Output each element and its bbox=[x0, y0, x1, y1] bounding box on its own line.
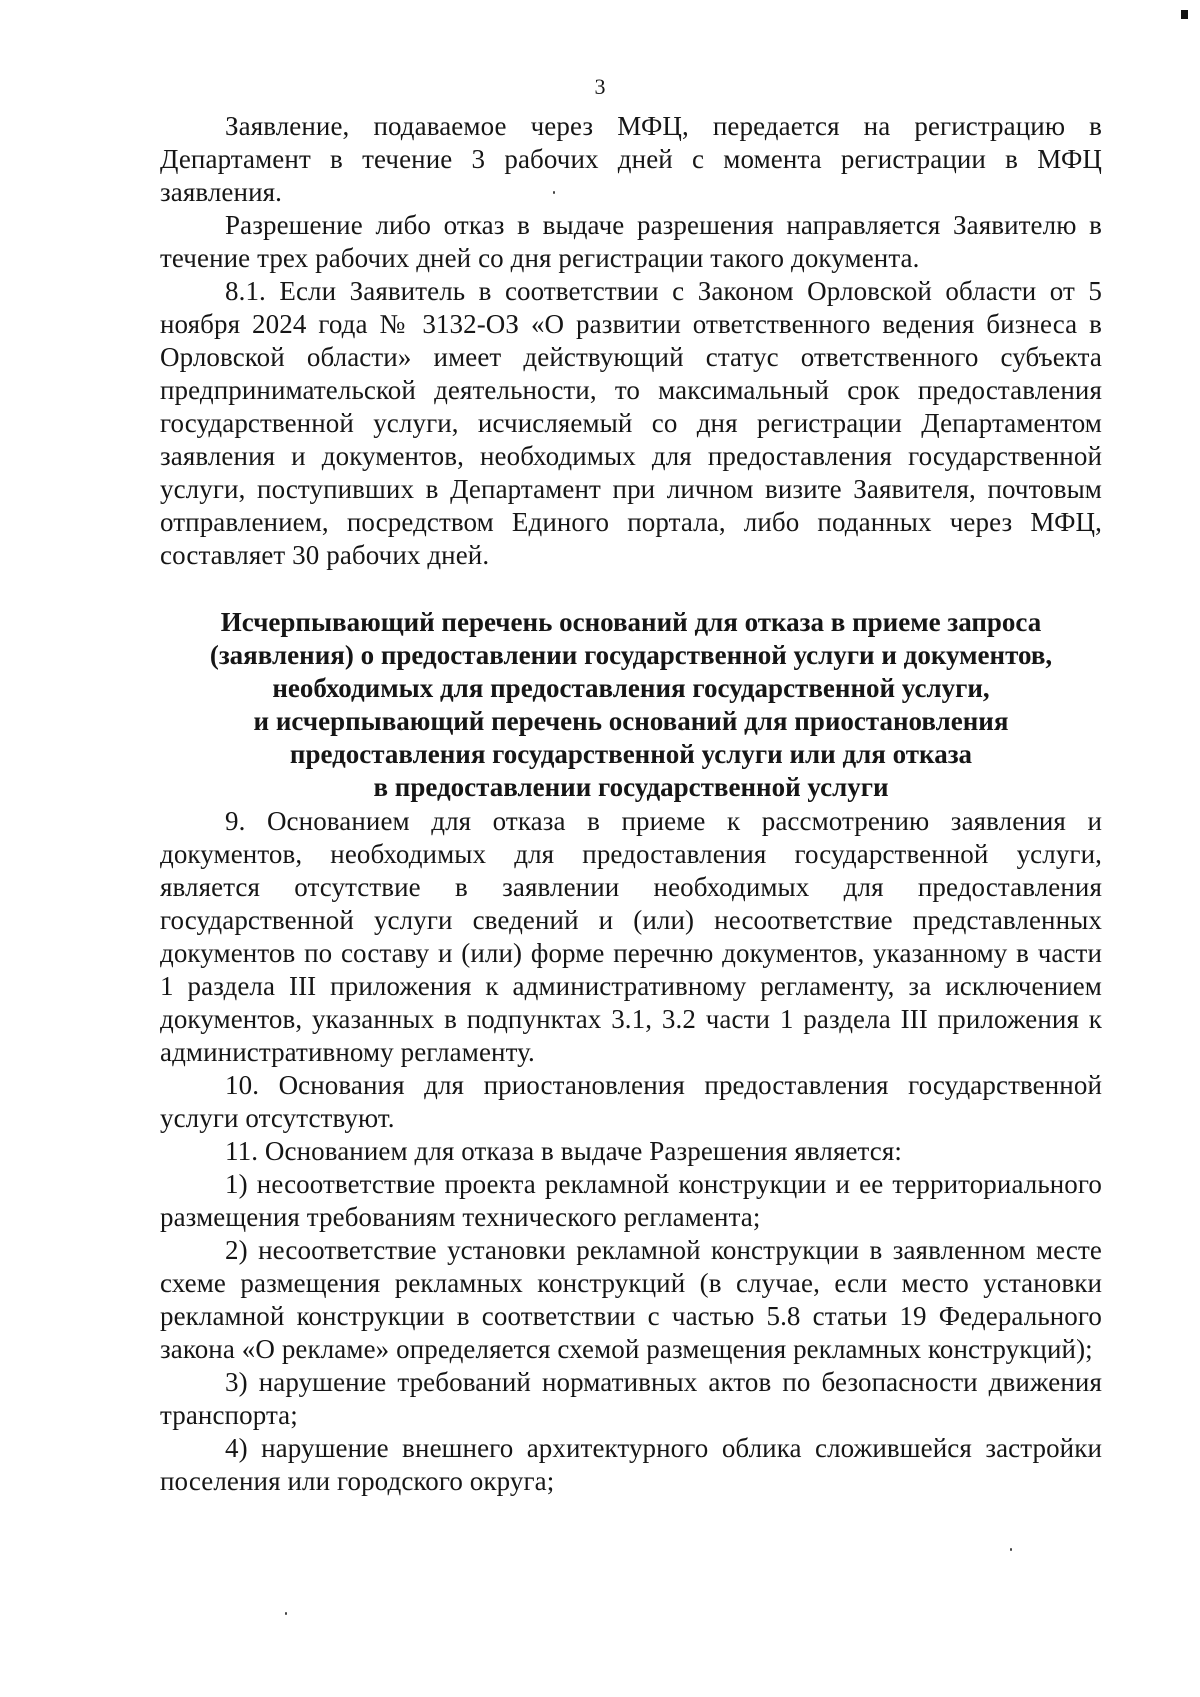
list-item-1: 1) несоответствие проекта рекламной конструкции и ее территориального размещения требованиям технического регламента; bbox=[160, 1169, 1102, 1232]
heading-line: предоставления государственной услуги или для отказа bbox=[289, 739, 973, 769]
paragraph-mfc-registration: Заявление, подаваемое через МФЦ, передается на регистрацию в Департамент в течение 3 рабочих дней с момента регистрации в МФЦ заявления. bbox=[160, 111, 1102, 207]
heading-line: и исчерпывающий перечень оснований для приостановления bbox=[253, 706, 1009, 736]
section-heading bbox=[160, 606, 1102, 804]
paragraph-11: 11. Основанием для отказа в выдаче Разрешения является: bbox=[225, 1136, 902, 1166]
scan-speck bbox=[285, 1612, 287, 1615]
heading-line: необходимых для предоставления государственной услуги, bbox=[272, 673, 990, 703]
list-item-4: 4) нарушение внешнего архитектурного облика сложившейся застройки поселения или городского округа; bbox=[160, 1433, 1102, 1496]
page-number: 3 bbox=[594, 74, 606, 99]
heading-line: (заявления) о предоставлении государственной услуги и документов, bbox=[209, 640, 1053, 670]
paragraph-8-1: 8.1. Если Заявитель в соответствии с Законом Орловской области от 5 ноября 2024 года № 3132-ОЗ «О развитии ответственного ведения бизнеса в Орловской области» имеет действующий статус ответственного субъекта предпринимательской деятельности, то максимальный срок предоставления государственной услуги, исчисляемый со дня регистрации Департаментом заявления и документов, необходимых для предоставления государственной услуги, поступивших в Департамент при личном визите Заявителя, почтовым отправлением, посредством Единого портала, либо поданных через МФЦ, составляет 30 рабочих дней. bbox=[160, 276, 1102, 570]
heading-line: в предоставлении государственной услуги bbox=[373, 772, 889, 802]
scan-mark bbox=[1181, 10, 1188, 19]
list-item-2: 2) несоответствие установки рекламной конструкции в заявленном месте схеме размещения рекламных конструкций (в случае, если место установки рекламной конструкции в соответствии с частью 5.8 статьи 19 Федерального закона «О рекламе» определяется схемой размещения рекламных конструкций); bbox=[160, 1235, 1102, 1364]
paragraph-10: 10. Основания для приостановления предоставления государственной услуги отсутствуют. bbox=[160, 1070, 1102, 1133]
list-item-3: 3) нарушение требований нормативных актов по безопасности движения транспорта; bbox=[160, 1367, 1102, 1430]
document-body bbox=[160, 110, 1102, 1498]
heading-line: Исчерпывающий перечень оснований для отказа в приеме запроса bbox=[220, 607, 1042, 637]
paragraph-permit-notice: Разрешение либо отказ в выдаче разрешения направляется Заявителю в течение трех рабочих дней со дня регистрации такого документа. bbox=[160, 210, 1102, 273]
scan-speck bbox=[1010, 1548, 1012, 1551]
paragraph-9: 9. Основанием для отказа в приеме к рассмотрению заявления и документов, необходимых для предоставления государственной услуги, является отсутствие в заявлении необходимых для предоставления государственной услуги сведений и (или) несоответствие представленных документов по составу и (или) форме перечню документов, указанному в части 1 раздела III приложения к административному регламенту, за исключением документов, указанных в подпунктах 3.1, 3.2 части 1 раздела III приложения к административному регламенту. bbox=[160, 806, 1102, 1067]
